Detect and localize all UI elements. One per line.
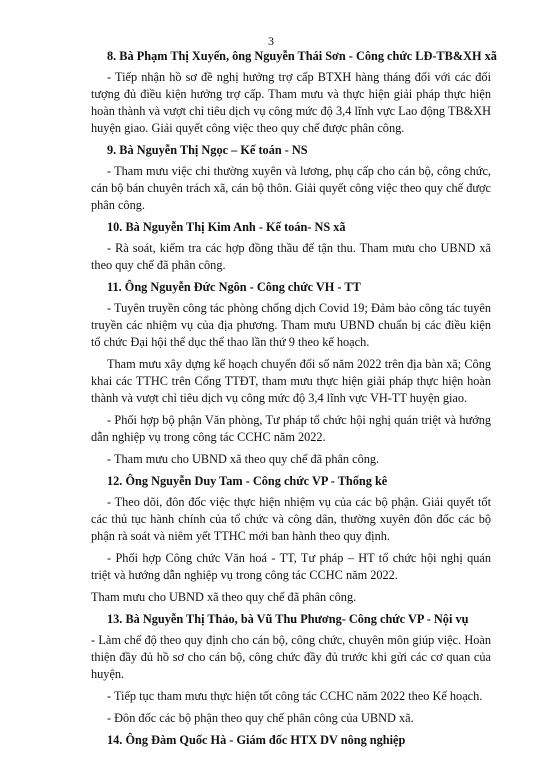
section-heading: 10. Bà Nguyễn Thị Kim Anh - Kế toán- NS xã <box>107 220 346 234</box>
section <box>91 473 491 606</box>
page-number: 3 <box>268 34 274 48</box>
section <box>91 279 491 468</box>
section-heading: 13. Bà Nguyễn Thị Thảo, bà Vũ Thu Phương- Công chức VP - Nội vụ <box>107 612 469 626</box>
section <box>91 48 497 137</box>
section <box>91 611 491 727</box>
section-heading: 12. Ông Nguyễn Duy Tam - Công chức VP - Thống kê <box>107 474 388 488</box>
paragraph: - Tiếp tục tham mưu thực hiện tốt công tác CCHC năm 2022 theo Kế hoạch. <box>107 689 483 703</box>
section-heading: 14. Ông Đàm Quốc Hà - Giám đốc HTX DV nông nghiệp <box>107 733 406 747</box>
paragraph: - Theo dõi, đôn đốc việc thực hiện nhiệm vụ của các bộ phận. Giải quyết tốt các thủ tục hành chính của tổ chức và công dân, thường xuyên đôn đốc các bộ phận rà soát và niêm yết TTHC mới ban hành theo quy định. <box>91 495 491 543</box>
paragraph: - Tiếp nhận hồ sơ đề nghị hưởng trợ cấp BTXH hàng tháng đối với các đối tượng đủ điều kiện hưởng trợ cấp. Tham mưu và thực hiện giải pháp thực hiện hoàn thành và vượt chỉ tiêu dịch vụ công mức độ 3,4 lĩnh vực Lao động TB&XH huyện giao. Giải quyết công việc theo quy chế được phân công. <box>91 70 491 135</box>
section-heading: 11. Ông Nguyễn Đức Ngôn - Công chức VH - TT <box>107 280 361 294</box>
document-body <box>91 48 497 753</box>
section <box>91 142 491 214</box>
section <box>91 219 491 274</box>
paragraph: - Phối hợp Công chức Văn hoá - TT, Tư pháp – HT tổ chức hội nghị quán triệt và hướng dẫn nghiệp vụ trong công tác CCHC năm 2022. <box>91 551 491 582</box>
paragraph: - Làm chế độ theo quy định cho cán bộ, công chức, chuyên môn giúp việc. Hoàn thiện đầy đủ hồ sơ cho cán bộ, công chức đầy đủ trước khi gửi các cơ quan của huyện. <box>91 633 491 681</box>
paragraph: - Phối hợp bộ phận Văn phòng, Tư pháp tổ chức hội nghị quán triệt và hướng dẫn nghiệp vụ trong công tác CCHC năm 2022. <box>91 413 491 444</box>
paragraph: Tham mưu xây dựng kế hoạch chuyển đổi số năm 2022 trên địa bàn xã; Công khai các TTHC trên Cổng TTĐT, tham mưu thực hiện giải pháp thực hiện hoàn thành và vượt chỉ tiêu dịch vụ công mức độ 3,4 lĩnh vực VH-TT huyện giao. <box>91 357 491 405</box>
section-heading: 8. Bà Phạm Thị Xuyến, ông Nguyễn Thái Sơn - Công chức LĐ-TB&XH xã <box>107 49 497 63</box>
section-heading: 9. Bà Nguyễn Thị Ngọc – Kế toán - NS <box>107 143 308 157</box>
paragraph: - Tham mưu cho UBND xã theo quy chế đã phân công. <box>107 452 380 466</box>
paragraph: - Tuyên truyền công tác phòng chống dịch Covid 19; Đảm bảo công tác tuyên truyền các nhiệm vụ của địa phương. Tham mưu UBND chuẩn bị các điều kiện tổ chức Đại hội thể dục thể thao lần thứ 9 theo kế hoạch. <box>91 301 491 349</box>
paragraph: - Rà soát, kiểm tra các hợp đồng thầu để tận thu. Tham mưu cho UBND xã theo quy chế đã phân công. <box>91 241 491 272</box>
paragraph: - Đôn đốc các bộ phận theo quy chế phân công của UBND xã. <box>107 711 414 725</box>
paragraph: Tham mưu cho UBND xã theo quy chế đã phân công. <box>91 590 357 604</box>
paragraph: - Tham mưu việc chi thường xuyên và lương, phụ cấp cho cán bộ, công chức, cán bộ bán chuyên trách xã, cán bộ thôn. Giải quyết công việc theo quy chế được phân công. <box>91 164 491 212</box>
section <box>91 732 491 749</box>
